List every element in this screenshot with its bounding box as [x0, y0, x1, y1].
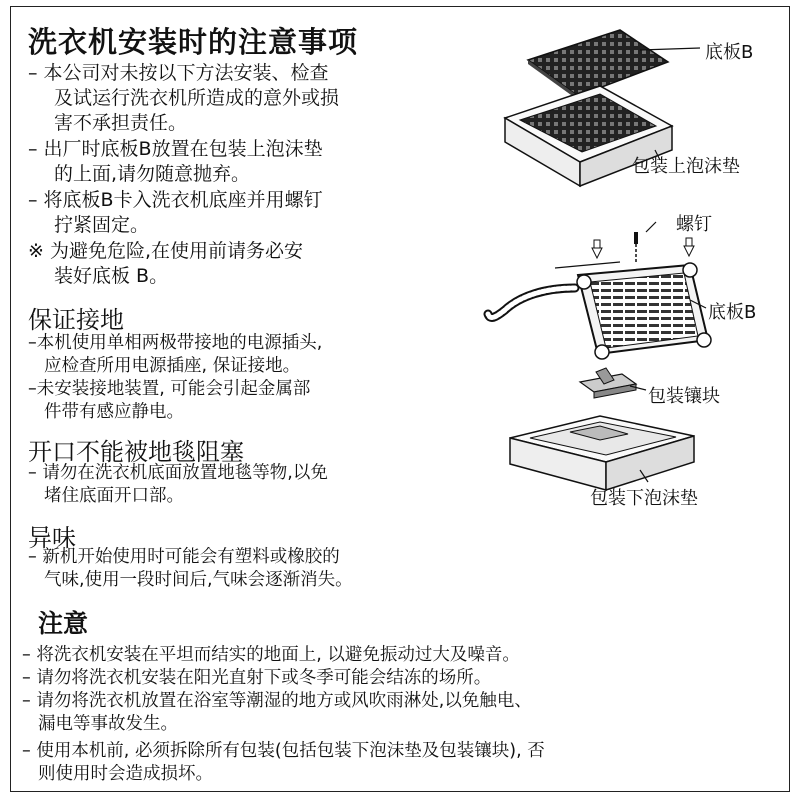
label-upper-foam: 包装上泡沫垫 — [632, 156, 740, 177]
intro-line: – 本公司对未按以下方法安装、检查 — [28, 62, 329, 84]
caution-line: – 使用本机前, 必须拆除所有包装(包括包装下泡沫垫及包装镶块), 否 — [22, 741, 545, 761]
label-lower-foam: 包装下泡沫垫 — [590, 488, 698, 509]
washer-base-illustration — [488, 262, 711, 359]
intro-line: – 将底板B卡入洗衣机底座并用螺钉 — [28, 189, 323, 211]
label-base-plate-mid: 底板B — [708, 302, 757, 323]
odor-heading: 异味 — [28, 524, 76, 552]
intro-line: 的上面,请勿随意抛弃。 — [54, 163, 251, 185]
grounding-line: 应检查所用电源插座, 保证接地。 — [44, 356, 301, 376]
caution-heading: 注意 — [38, 609, 89, 638]
caution-line: 则使用时会造成损坏。 — [38, 764, 213, 784]
packing-insert-illustration — [580, 368, 646, 398]
intro-line: 及试运行洗衣机所造成的意外或损 — [54, 87, 340, 109]
label-base-plate-top: 底板B — [705, 42, 754, 63]
label-screw: 螺钉 — [676, 214, 712, 235]
intro-line: – 出厂时底板B放置在包装上泡沫垫 — [28, 138, 323, 160]
caution-line: 漏电等事故发生。 — [38, 714, 178, 734]
intro-line: 装好底板 B。 — [54, 265, 169, 287]
base-plate-top-illustration — [528, 30, 700, 100]
intro-line: 害不承担责任。 — [54, 112, 188, 134]
caution-line: – 请勿将洗衣机放置在浴室等潮湿的地方或风吹雨淋处,以免触电、 — [22, 691, 532, 711]
label-packing-insert: 包装镶块 — [648, 386, 720, 407]
caution-line: – 请勿将洗衣机安装在阳光直射下或冬季可能会结冻的场所。 — [22, 668, 492, 688]
grounding-line: –本机使用单相两极带接地的电源插头, — [28, 333, 323, 353]
opening-heading: 开口不能被地毯阻塞 — [28, 438, 244, 466]
grounding-line: 件带有感应静电。 — [44, 402, 184, 422]
odor-line: – 新机开始使用时可能会有塑料或橡胶的 — [28, 547, 340, 567]
grounding-heading: 保证接地 — [28, 306, 124, 334]
grounding-line: –未安装接地装置, 可能会引起金属部 — [28, 379, 311, 399]
odor-line: 气味,使用一段时间后,气味会逐渐消失。 — [44, 570, 353, 590]
lower-foam-illustration — [510, 416, 694, 490]
intro-line: ※ 为避免危险,在使用前请务必安 — [28, 240, 303, 262]
caution-line: – 将洗衣机安装在平坦而结实的地面上, 以避免振动过大及噪音。 — [22, 645, 520, 665]
page-title: 洗衣机安装时的注意事项 — [28, 25, 359, 59]
opening-line: – 请勿在洗衣机底面放置地毯等物,以免 — [28, 463, 328, 483]
opening-line: 堵住底面开口部。 — [44, 486, 184, 506]
intro-line: 拧紧固定。 — [54, 214, 150, 236]
